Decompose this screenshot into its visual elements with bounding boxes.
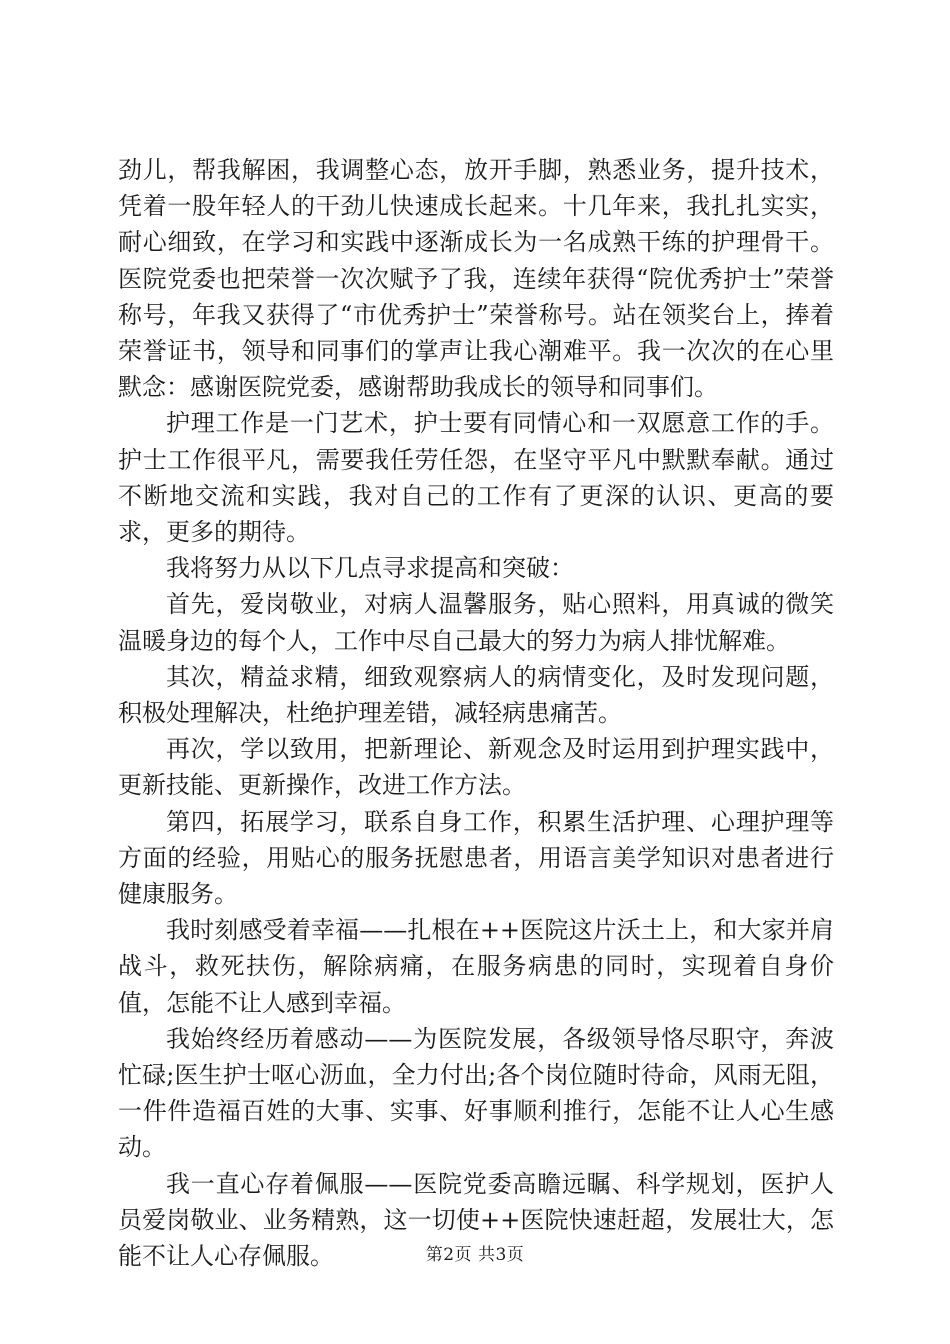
paragraph-6: 再次，学以致用，把新理论、新观念及时运用到护理实践中，更新技能、更新操作，改进工作方法。 — [118, 735, 834, 800]
paragraph-2: 护理工作是一门艺术，护士要有同情心和一双愿意工作的手。护士工作很平凡，需要我任劳任怨，在坚守平凡中默默奉献。通过不断地交流和实践，我对自己的工作有了更深的认识、更高的要求，更多的期待。 — [118, 409, 834, 547]
paragraph-1: 劲儿，帮我解困，我调整心态，放开手脚，熟悉业务，提升技术，凭着一股年轻人的干劲儿快速成长起来。十几年来，我扎扎实实，耐心细致，在学习和实践中逐渐成长为一名成熟干练的护理骨干。医院党委也把荣誉一次次赋予了我，连续年获得“院优秀护士”荣誉称号，年我又获得了“市优秀护士”荣誉称号。站在领奖台上，捧着荣誉证书，领导和同事们的掌声让我心潮难平。我一次次的在心里默念：感谢医院党委，感谢帮助我成长的领导和同事们。 — [118, 156, 834, 402]
page-number-footer: 第2页 共3页 — [425, 1245, 525, 1265]
paragraph-10: 我一直心存着佩服——医院党委高瞻远瞩、科学规划，医护人员爱岗敬业、业务精熟，这一切使++医院快速赶超，发展壮大，怎能不让人心存佩服。 — [118, 1169, 834, 1271]
paragraph-9: 我始终经历着感动——为医院发展，各级领导恪尽职守，奔波忙碌;医生护士呕心沥血，全力付出;各个岗位随时待命，风雨无阻，一件件造福百姓的大事、实事、好事顺利推行，怎能不让人心生感动。 — [118, 1024, 834, 1162]
paragraph-5: 其次，精益求精，细致观察病人的病情变化，及时发现问题，积极处理解决，杜绝护理差错，减轻病患痛苦。 — [118, 662, 834, 728]
paragraph-7: 第四，拓展学习，联系自身工作，积累生活护理、心理护理等方面的经验，用贴心的服务抚慰患者，用语言美学知识对患者进行健康服务。 — [118, 807, 834, 909]
paragraph-4: 首先，爱岗敬业，对病人温馨服务，贴心照料，用真诚的微笑温暖身边的每个人，工作中尽自己最大的努力为病人排忧解难。 — [118, 590, 834, 655]
document-body — [118, 152, 834, 1274]
paragraph-3: 我将努力从以下几点寻求提高和突破： — [166, 554, 574, 583]
paragraph-8: 我时刻感受着幸福——扎根在++医院这片沃土上，和大家并肩战斗，救死扶伤，解除病痛，在服务病患的同时，实现着自身价值，怎能不让人感到幸福。 — [118, 916, 834, 1017]
